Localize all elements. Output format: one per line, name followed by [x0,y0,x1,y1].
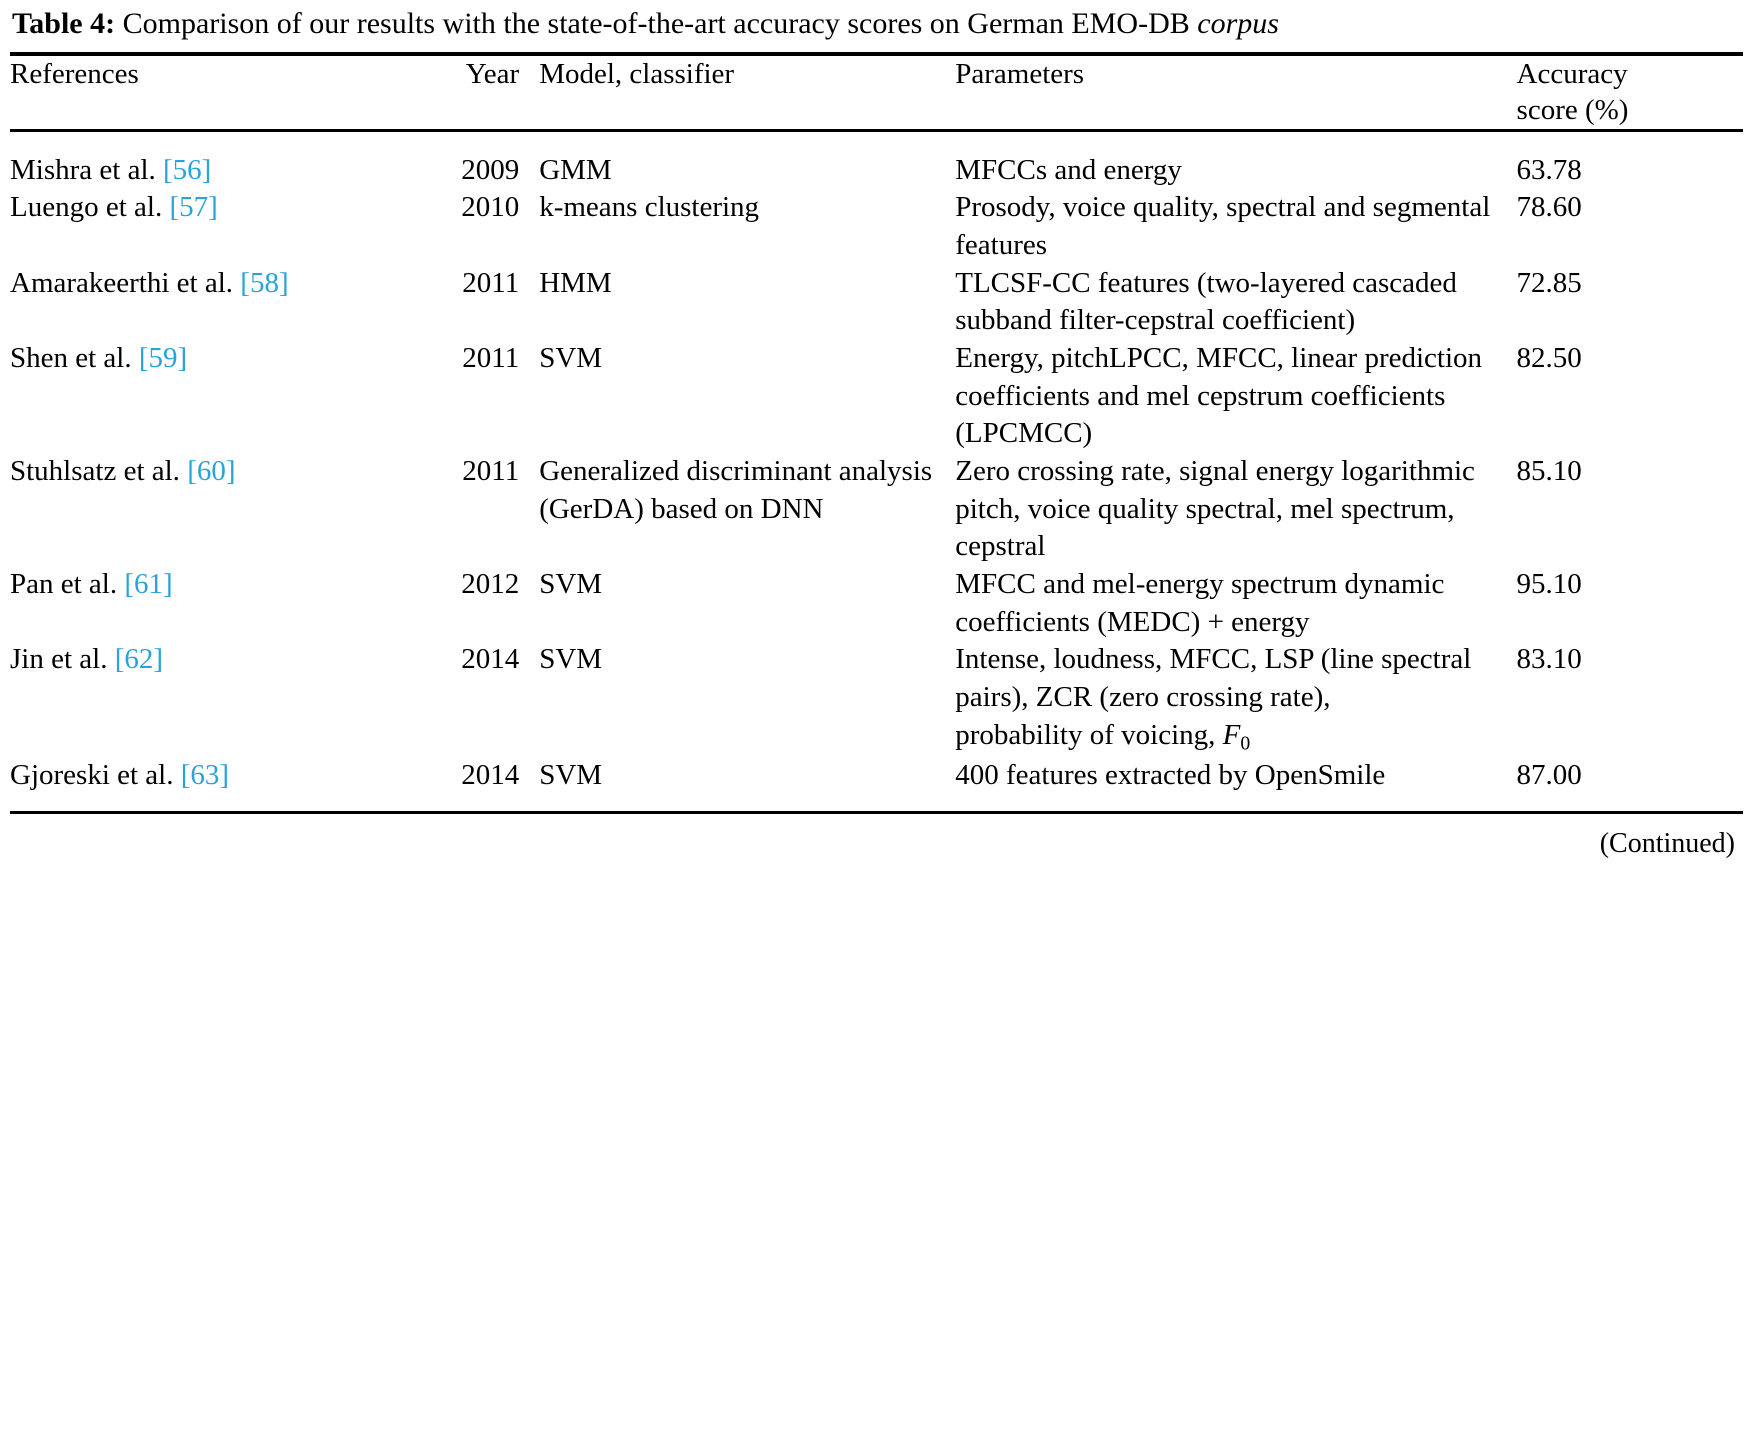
cell-model: SVM [539,758,603,791]
caption-label: Table 4: [12,7,116,40]
reference-name: Pan et al. [10,568,125,601]
cell-reference [10,757,420,811]
reference-name: Luengo et al. [10,191,170,224]
table-body [10,130,1743,811]
table-caption [12,6,1743,42]
cell-accuracy: 83.10 [1516,643,1582,676]
citation-link[interactable]: [63] [180,758,230,791]
cell-reference [10,641,420,757]
header-model: Model, classifier [539,58,735,90]
citation-link[interactable]: [57] [169,191,218,224]
table-row [10,265,1743,340]
header-parameters: Parameters [955,58,1085,90]
citation-link[interactable]: [56] [163,153,212,186]
cell-reference [10,566,420,641]
parameters-line-a: Intense, loudness, MFCC, LSP (line spectral pairs), ZCR (zero crossing rate), [955,643,1472,714]
table-row [10,566,1743,641]
reference-name: Stuhlsatz et al. [10,455,188,487]
cell-accuracy: 87.00 [1516,758,1582,791]
parameters-line-b: probability of voicing, [955,718,1223,751]
cell-year: 2011 [462,266,520,299]
reference-name: Jin et al. [10,643,115,676]
citation-link[interactable]: [61] [124,568,173,601]
citation-link[interactable]: [62] [114,643,164,676]
caption-italic-tail: corpus [1197,7,1279,40]
table-bottom-rule [10,811,1743,814]
cell-accuracy: 85.10 [1516,455,1582,487]
cell-parameters: Energy, pitchLPCC, MFCC, linear prediction coefficients and mel cepstrum coefficients (LPCMCC) [955,341,1483,450]
cell-year: 2009 [461,153,520,186]
cell-accuracy: 82.50 [1516,341,1582,374]
cell-parameters: Zero crossing rate, signal energy logarithmic pitch, voice quality spectral, mel spectrum, cepstral [955,455,1475,563]
cell-parameters: 400 features extracted by OpenSmile [955,758,1386,791]
cell-year: 2011 [462,455,520,487]
cell-accuracy: 63.78 [1516,153,1582,186]
cell-parameters: TLCSF-CC features (two-layered cascaded subband filter-cepstral coefficient) [955,266,1457,337]
table-row [10,453,1743,566]
table-header [10,54,1743,130]
parameters-symbol: F [1222,718,1241,751]
cell-reference [10,130,420,189]
header-references: References [10,58,139,90]
reference-name: Mishra et al. [10,153,164,186]
table-row [10,641,1743,757]
cell-model: SVM [539,341,603,374]
parameters-symbol-subscript: 0 [1240,732,1251,755]
cell-model: SVM [539,643,603,676]
continued-note: (Continued) [1599,827,1735,859]
cell-model: Generalized discriminant analysis (GerDA) based on DNN [539,455,933,525]
cell-year: 2012 [461,568,520,601]
header-accuracy [1517,54,1743,130]
reference-name: Amarakeerthi et al. [10,266,241,299]
citation-link[interactable]: [60] [187,455,236,487]
cell-model: k-means clustering [539,191,760,224]
header-row [10,54,1743,130]
cell-parameters: MFCC and mel-energy spectrum dynamic coefficients (MEDC) + energy [955,568,1445,638]
citation-link[interactable]: [58] [240,266,289,299]
cell-model: HMM [539,266,612,299]
cell-year: 2014 [461,643,520,676]
reference-name: Shen et al. [10,341,139,374]
cell-parameters: MFCCs and energy [955,153,1182,186]
cell-reference [10,340,420,453]
cell-model: SVM [539,568,603,601]
cell-model: GMM [539,153,612,186]
table-row [10,130,1743,189]
header-year: Year [465,58,520,90]
cell-accuracy: 72.85 [1516,266,1582,299]
header-accuracy-line2: score (%) [1516,94,1629,127]
cell-reference [10,265,420,340]
table-row [10,189,1743,264]
header-accuracy-line1: Accuracy [1516,58,1628,90]
table-row [10,757,1743,811]
cell-accuracy: 95.10 [1516,568,1582,601]
cell-year: 2010 [461,191,520,224]
caption-text: Comparison of our results with the state-of-the-art accuracy scores on German EMO-DB [115,7,1198,40]
cell-reference [10,453,420,566]
cell-parameters [955,641,1516,757]
citation-link[interactable]: [59] [138,341,188,374]
cell-year: 2011 [462,341,520,374]
table-row [10,340,1743,453]
reference-name: Gjoreski et al. [10,758,181,791]
comparison-table [10,52,1743,811]
cell-year: 2014 [461,758,520,791]
cell-parameters: Prosody, voice quality, spectral and segmental features [955,191,1491,261]
cell-accuracy: 78.60 [1516,191,1582,224]
cell-reference [10,189,420,264]
